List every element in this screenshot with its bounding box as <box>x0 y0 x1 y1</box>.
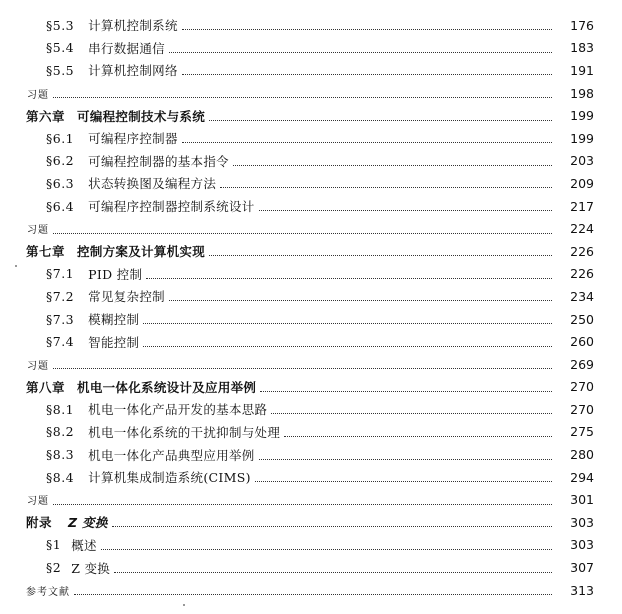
toc-entry-page-number: 250 <box>570 311 594 327</box>
dot-leader <box>169 51 552 53</box>
toc-entry-page-number: 226 <box>570 243 594 259</box>
toc-entry-section <box>0 14 622 37</box>
dot-leader <box>146 277 552 279</box>
toc-entry-title: 习题 <box>27 360 49 372</box>
toc-entry-title: 控制方案及计算机实现 <box>77 244 206 260</box>
dot-leader <box>209 119 552 121</box>
toc-entry-title: 机电一体化产品开发的基本思路 <box>88 402 268 418</box>
toc-entry-page-number: 183 <box>570 40 594 56</box>
scan-speck <box>15 265 17 267</box>
dot-leader <box>182 141 552 143</box>
toc-entry-page-number: 275 <box>570 424 594 440</box>
toc-entry-page-number: 217 <box>570 198 594 214</box>
toc-entry-number: §6.3 <box>46 175 75 191</box>
toc-entry-page-number: 260 <box>570 334 594 350</box>
toc-entry-exercise <box>0 82 622 105</box>
toc-entry-title: 参考文献 <box>26 586 70 598</box>
toc-entry-title: 串行数据通信 <box>88 40 165 56</box>
toc-entry-title: 可编程控制技术与系统 <box>77 108 206 124</box>
toc-entry-number: §6.1 <box>46 130 75 146</box>
toc-entry-page-number: 280 <box>570 447 594 463</box>
toc-entry-chapter <box>0 104 622 127</box>
toc-entry-section <box>0 443 622 466</box>
toc-entry-section <box>0 150 622 173</box>
toc-entry-page-number: 303 <box>570 514 594 530</box>
toc-entry-page-number: 270 <box>570 379 594 395</box>
table-of-contents <box>0 14 622 601</box>
toc-entry-page-number: 191 <box>570 62 594 78</box>
dot-leader <box>53 367 552 369</box>
toc-entry-title: 可编程序控制器控制系统设计 <box>88 199 255 215</box>
toc-entry-title: 习题 <box>27 89 49 101</box>
toc-entry-number: §8.4 <box>46 469 75 485</box>
toc-entry-page-number: 234 <box>570 288 594 304</box>
dot-leader <box>112 525 552 527</box>
toc-entry-title: 机电一体化系统设计及应用举例 <box>77 379 257 395</box>
toc-entry-page-number: 270 <box>570 401 594 417</box>
dot-leader <box>143 345 552 347</box>
toc-entry-page-number: 301 <box>570 492 594 508</box>
toc-entry-reference <box>0 579 622 602</box>
dot-leader <box>260 390 552 392</box>
toc-entry-exercise <box>0 217 622 240</box>
toc-entry-page-number: 198 <box>570 85 594 101</box>
toc-entry-page-number: 209 <box>570 175 594 191</box>
toc-entry-title: 可编程控制器的基本指令 <box>88 153 229 169</box>
toc-entry-title: 计算机控制网络 <box>88 63 178 79</box>
toc-entry-page-number: 269 <box>570 356 594 372</box>
dot-leader <box>271 412 552 414</box>
toc-entry-number: §1 <box>46 537 62 553</box>
toc-entry-number: §8.1 <box>46 401 75 417</box>
dot-leader <box>143 322 552 324</box>
toc-entry-page-number: 203 <box>570 153 594 169</box>
toc-entry-number: §5.4 <box>46 40 75 56</box>
toc-entry-page-number: 176 <box>570 17 594 33</box>
dot-leader <box>114 571 552 573</box>
toc-entry-appendix <box>0 511 622 534</box>
toc-entry-number: §8.3 <box>46 447 75 463</box>
toc-entry-number: §7.4 <box>46 334 75 350</box>
toc-entry-title: Z 变换 <box>71 560 111 576</box>
toc-entry-section <box>0 308 622 331</box>
toc-entry-page-number: 224 <box>570 221 594 237</box>
toc-entry-appendix-sub <box>0 556 622 579</box>
toc-entry-title: 机电一体化系统的干扰抑制与处理 <box>88 424 281 440</box>
toc-entry-title: 状态转换图及编程方法 <box>88 176 217 192</box>
toc-entry-page-number: 199 <box>570 130 594 146</box>
toc-entry-exercise <box>0 353 622 376</box>
toc-entry-title: 计算机控制系统 <box>88 18 178 34</box>
dot-leader <box>220 186 552 188</box>
toc-entry-section <box>0 285 622 308</box>
dot-leader <box>53 232 552 234</box>
toc-entry-number: 附录 <box>26 515 53 531</box>
toc-entry-title: Z 变换 <box>68 515 108 531</box>
dot-leader <box>284 435 552 437</box>
dot-leader <box>74 593 552 595</box>
toc-entry-section <box>0 466 622 489</box>
toc-entry-section <box>0 37 622 60</box>
toc-entry-number: §7.1 <box>46 266 75 282</box>
toc-entry-title: PID 控制 <box>88 266 143 282</box>
toc-entry-chapter <box>0 240 622 263</box>
toc-entry-page-number: 226 <box>570 266 594 282</box>
toc-entry-title: 机电一体化产品典型应用举例 <box>88 447 255 463</box>
toc-entry-page-number: 313 <box>570 582 594 598</box>
toc-entry-chapter <box>0 376 622 399</box>
toc-entry-page-number: 199 <box>570 108 594 124</box>
toc-entry-page-number: 303 <box>570 537 594 553</box>
dot-leader <box>209 254 552 256</box>
toc-entry-section <box>0 127 622 150</box>
dot-leader <box>169 299 552 301</box>
toc-entry-number: §5.5 <box>46 62 75 78</box>
toc-entry-number: §5.3 <box>46 17 75 33</box>
toc-entry-title: 智能控制 <box>88 334 140 350</box>
toc-entry-section <box>0 172 622 195</box>
dot-leader <box>259 458 552 460</box>
toc-entry-section <box>0 398 622 421</box>
dot-leader <box>101 548 552 550</box>
toc-entry-title: 概述 <box>71 537 97 553</box>
toc-entry-page-number: 307 <box>570 560 594 576</box>
toc-entry-number: 第八章 <box>26 379 66 395</box>
dot-leader <box>182 28 552 30</box>
scan-speck <box>183 604 185 606</box>
toc-entry-number: §6.4 <box>46 198 75 214</box>
dot-leader <box>182 73 552 75</box>
toc-entry-title: 模糊控制 <box>88 312 140 328</box>
toc-entry-title: 习题 <box>27 496 49 508</box>
toc-entry-exercise <box>0 488 622 511</box>
dot-leader <box>233 164 552 166</box>
toc-entry-title: 可编程序控制器 <box>88 131 178 147</box>
toc-entry-number: 第六章 <box>26 108 66 124</box>
toc-entry-number: §7.2 <box>46 288 75 304</box>
dot-leader <box>255 480 552 482</box>
toc-entry-title: 常见复杂控制 <box>88 289 165 305</box>
toc-entry-number: 第七章 <box>26 244 66 260</box>
toc-entry-number: §8.2 <box>46 424 75 440</box>
dot-leader <box>53 503 552 505</box>
toc-entry-number: §6.2 <box>46 153 75 169</box>
toc-entry-number: §7.3 <box>46 311 75 327</box>
dot-leader <box>259 209 552 211</box>
dot-leader <box>53 96 552 98</box>
toc-entry-number: §2 <box>46 560 62 576</box>
toc-entry-title: 习题 <box>27 225 49 237</box>
toc-entry-section <box>0 195 622 218</box>
toc-entry-page-number: 294 <box>570 469 594 485</box>
toc-entry-section <box>0 330 622 353</box>
toc-entry-title: 计算机集成制造系统(CIMS) <box>88 470 251 486</box>
toc-entry-section <box>0 263 622 286</box>
toc-entry-section <box>0 421 622 444</box>
toc-entry-appendix-sub <box>0 534 622 557</box>
toc-entry-section <box>0 59 622 82</box>
